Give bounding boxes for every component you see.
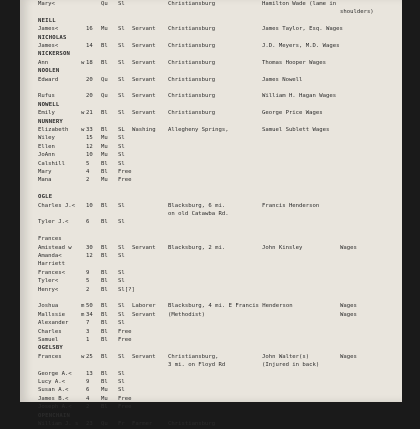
employer-cell: J.D. Meyers, M.D. Wages [262, 43, 340, 49]
name-cell: William J. s [38, 421, 79, 427]
name-cell: Tyler J.< [38, 219, 69, 226]
employer-cell: Francis Henderson [262, 202, 320, 209]
age-cell: 20 [86, 93, 93, 100]
occupation-cell: Servant [132, 59, 156, 66]
location-cell: Christiansburg [168, 59, 216, 66]
status-cell: Sl[?] [118, 286, 135, 293]
age-cell: 1 [86, 337, 90, 343]
occupation-cell: Servant [132, 76, 156, 83]
employer-cell: James Taylor, Esq. Wages [262, 26, 343, 33]
surname-heading: NICHOLAS [38, 34, 67, 41]
age-cell: 10 [86, 152, 93, 159]
surname-heading: NUNNERY [38, 118, 63, 125]
surname-heading: NEILL [38, 17, 56, 24]
race-cell: Mu [101, 387, 108, 394]
surname-heading: OGLE [38, 194, 53, 201]
status-cell: Sl [118, 76, 125, 83]
race-cell: Bl [101, 169, 108, 175]
race-cell: Mu [101, 152, 108, 159]
note-cell: Wages [340, 353, 357, 360]
location-cell: Allegheny Springs, [168, 127, 229, 133]
location-cell: Blacksburg, 6 mi. [168, 202, 226, 209]
occupation-cell: Servant [132, 93, 156, 100]
name-cell: Joseph A.< [38, 404, 72, 411]
race-cell: Bl [101, 202, 108, 209]
occupation-cell: Farmer [132, 421, 153, 427]
employer-cell: John Walter(s) [262, 353, 310, 360]
location-cell: Christiansburg [168, 93, 216, 100]
race-cell: Bl [101, 43, 108, 49]
age-cell: 10 [86, 202, 93, 209]
status-cell: Free [118, 395, 132, 402]
name-cell: George A.< [38, 370, 72, 377]
location-cell: Blacksburg, 2 mi. [168, 244, 226, 251]
occupation-cell: Servant [132, 110, 156, 117]
race-cell: Bl [101, 253, 108, 259]
occupation-cell: Servant [132, 26, 156, 33]
status-cell: Sl [118, 1, 125, 7]
race-cell: Bl [101, 286, 108, 293]
status-cell: Sl [118, 387, 125, 394]
status-cell: Sl [118, 43, 125, 49]
sex-cell: w [81, 353, 85, 360]
location-cell: Blacksburg, 4 mi. E Francis Henderson [168, 303, 293, 310]
age-cell: 9 [86, 379, 90, 385]
age-cell: 16 [86, 26, 93, 33]
age-cell: 6 [86, 219, 90, 226]
surname-heading: OPENCHAIN [38, 412, 71, 419]
name-cell: Rufus [38, 93, 55, 100]
age-cell: 34 [86, 311, 93, 318]
age-cell: 12 [86, 253, 93, 259]
status-cell: Sl [118, 379, 125, 385]
name-cell: Tyler< [38, 278, 59, 285]
status-cell: Sl [118, 303, 125, 310]
name-cell: Ann [38, 59, 49, 66]
status-cell: Sl [118, 370, 125, 377]
age-cell: 12 [86, 143, 93, 150]
status-cell: Sl [118, 93, 125, 100]
employer-cell: Hamilton Wade (lame in [262, 1, 337, 7]
location-cell: Christiansburg [168, 43, 216, 49]
employer-cell: (Injured in back) [262, 362, 320, 369]
surname-heading: OGELSBY [38, 345, 63, 352]
race-cell: Bl [101, 379, 108, 385]
race-cell: Bl [101, 303, 108, 310]
status-cell: Free [118, 177, 132, 184]
status-cell: Free [118, 169, 132, 175]
race-cell: Mu [101, 135, 108, 142]
status-cell: Sl [118, 253, 125, 259]
location-cell: Christiansburg [168, 1, 216, 7]
employer-cell: John Kinsley [262, 244, 303, 251]
age-cell: 20 [86, 76, 93, 83]
name-cell: Amistead w [38, 244, 72, 251]
status-cell: Free [118, 404, 132, 411]
age-cell: 6 [86, 387, 90, 394]
occupation-cell: Servant [132, 43, 156, 49]
status-cell: Sl [118, 160, 125, 167]
name-cell: Samuel [38, 337, 59, 343]
race-cell: Bl [101, 337, 108, 343]
age-cell: 2 [86, 286, 90, 293]
surname-heading: NICKERSON [38, 51, 71, 58]
name-cell: Ellen [38, 143, 55, 150]
occupation-cell: Servant [132, 311, 156, 318]
race-cell: Bl [101, 244, 108, 251]
race-cell: Bl [101, 311, 108, 318]
status-cell: Sl [118, 202, 125, 209]
age-cell: 9 [86, 269, 90, 276]
note-cell: Wages [340, 244, 357, 251]
location-cell: (Methodist) [168, 311, 206, 318]
race-cell: Bl [101, 370, 108, 377]
status-cell: Sl [118, 278, 125, 285]
location-cell: Christiansburg [168, 421, 216, 427]
note-cell: Wages [340, 303, 357, 310]
age-cell: 50 [86, 303, 93, 310]
employer-cell: William H. Hagan Wages [262, 93, 337, 100]
name-cell: Wiley [38, 135, 55, 142]
name-cell: Emily [38, 110, 55, 117]
race-cell: Bl [101, 353, 108, 360]
status-cell: SL [118, 127, 125, 133]
status-cell: Sl [118, 59, 125, 66]
note-cell: shoulders) [340, 9, 374, 16]
age-cell: 2 [86, 177, 90, 184]
document-page [20, 0, 402, 427]
name-cell: Alexander [38, 320, 69, 327]
name-cell: James< [38, 26, 59, 33]
age-cell: 5 [86, 278, 90, 285]
name-cell: Mana [38, 177, 52, 184]
age-cell: 13 [86, 370, 93, 377]
name-cell: James B.< [38, 395, 69, 402]
race-cell: Bl [101, 404, 108, 411]
age-cell: 21 [86, 110, 93, 117]
age-cell: 18 [86, 59, 93, 66]
age-cell: 2 [86, 404, 90, 411]
status-cell: Sl [118, 353, 125, 360]
employer-cell: Samuel Sublett Wages [262, 127, 330, 133]
sex-cell: w [81, 127, 85, 133]
occupation-cell: Servant [132, 244, 156, 251]
race-cell: Qu [101, 93, 108, 100]
name-cell: Edward [38, 76, 59, 83]
status-cell: Sl [118, 219, 125, 226]
name-cell: Amanda< [38, 253, 62, 259]
name-cell: Mallssie [38, 311, 65, 318]
status-cell: Sl [118, 311, 125, 318]
age-cell: 25 [86, 353, 93, 360]
race-cell: Qu [101, 421, 108, 427]
name-cell: Joshua [38, 303, 59, 310]
race-cell: Bl [101, 269, 108, 276]
status-cell: Sl [118, 110, 125, 117]
name-cell: James< [38, 43, 59, 49]
race-cell: Bl [101, 160, 108, 167]
name-cell: Calshill [38, 160, 65, 167]
occupation-cell: Washing [132, 127, 156, 133]
location-cell: on old Catawba Rd. [168, 211, 229, 217]
name-cell: Harriett [38, 261, 65, 268]
name-cell: Mary [38, 169, 52, 175]
age-cell: 15 [86, 135, 93, 142]
age-cell: 4 [86, 395, 90, 402]
employer-cell: James Nowell [262, 76, 303, 83]
occupation-cell: Servant [132, 353, 156, 360]
name-cell: Lucy A.< [38, 379, 65, 385]
status-cell: Fr [118, 421, 125, 427]
race-cell: Bl [101, 328, 108, 335]
employer-cell: Thomas Hooper Wages [262, 59, 326, 66]
age-cell: 3 [86, 328, 90, 335]
location-cell: Christiansburg [168, 26, 216, 33]
name-cell: Frances [38, 236, 62, 243]
status-cell: Free [118, 328, 132, 335]
status-cell: Sl [118, 135, 125, 142]
race-cell: Bl [101, 110, 108, 117]
status-cell: Free [118, 337, 132, 343]
race-cell: Mu [101, 177, 108, 184]
location-cell: Christiansburg [168, 76, 216, 83]
race-cell: Bl [101, 320, 108, 327]
race-cell: Qu [101, 1, 108, 7]
location-cell: 3 mi. on Floyd Rd [168, 362, 226, 369]
race-cell: Bl [101, 59, 108, 66]
age-cell: 23 [86, 421, 93, 427]
sex-cell: w [81, 59, 85, 66]
note-cell: Wages [340, 311, 357, 318]
race-cell: Mu [101, 143, 108, 150]
age-cell: 5 [86, 160, 90, 167]
sex-cell: m [81, 303, 85, 310]
surname-heading: NOWELL [38, 101, 60, 108]
age-cell: 30 [86, 244, 93, 251]
name-cell: Susan A.< [38, 387, 69, 394]
status-cell: Sl [118, 152, 125, 159]
race-cell: Bl [101, 278, 108, 285]
name-cell: Frances< [38, 269, 65, 276]
name-cell: Charles [38, 328, 62, 335]
name-cell: Elizabeth [38, 127, 69, 133]
name-cell: Charles J.< [38, 202, 76, 209]
status-cell: Sl [118, 320, 125, 327]
name-cell: Mary< [38, 1, 55, 7]
record-line [20, 420, 420, 429]
location-cell: Christiansburg [168, 110, 216, 117]
age-cell: 7 [86, 320, 90, 327]
race-cell: Qu [101, 76, 108, 83]
name-cell: JoAnn [38, 152, 55, 159]
age-cell: 33 [86, 127, 93, 133]
surname-heading: NOOLEN [38, 68, 60, 75]
status-cell: Sl [118, 26, 125, 33]
sex-cell: w [81, 110, 85, 117]
employer-cell: George Price Wages [262, 110, 323, 117]
race-cell: Mu [101, 26, 108, 33]
location-cell: Christiansburg, [168, 353, 219, 360]
age-cell: 14 [86, 43, 93, 49]
race-cell: Bl [101, 219, 108, 226]
name-cell: Henry< [38, 286, 59, 293]
occupation-cell: Laborer [132, 303, 156, 310]
sex-cell: m [81, 311, 85, 318]
race-cell: Bl [101, 127, 108, 133]
status-cell: Sl [118, 143, 125, 150]
status-cell: Sl [118, 244, 125, 251]
age-cell: 4 [86, 169, 90, 175]
status-cell: Sl [118, 269, 125, 276]
name-cell: Frances [38, 353, 62, 360]
race-cell: Mu [101, 395, 108, 402]
